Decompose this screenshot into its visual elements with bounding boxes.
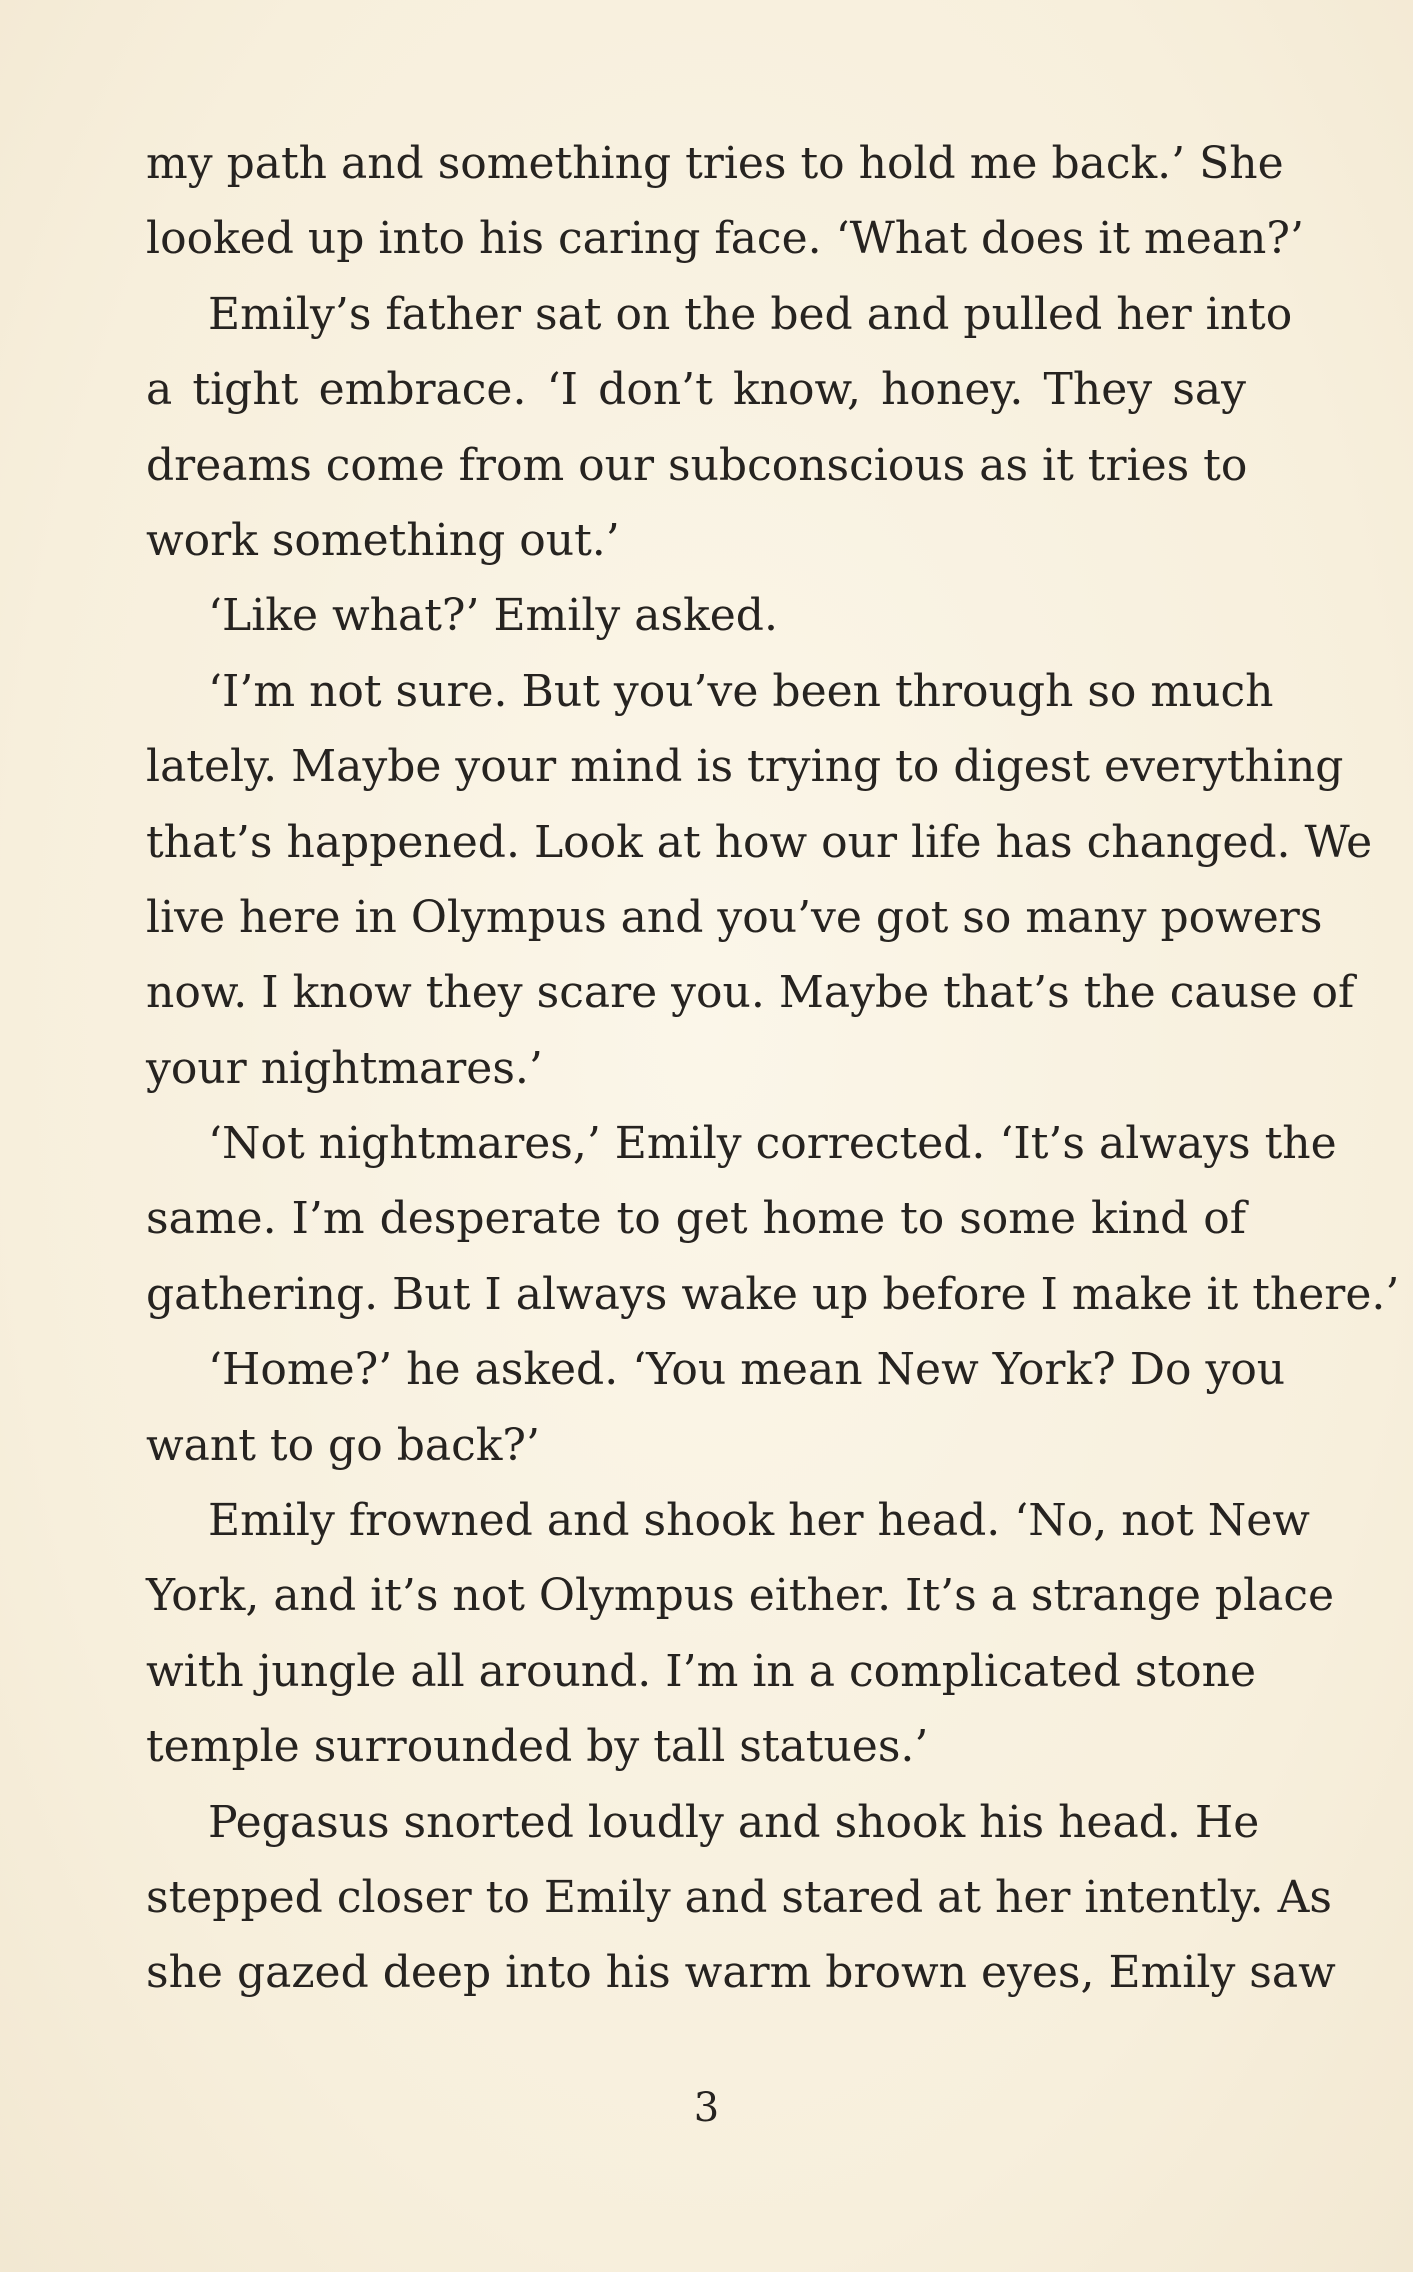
text-line: ‘I’m not sure. But you’ve been through so much	[208, 665, 1274, 717]
text-line: live here in Olympus and you’ve got so many powers	[146, 891, 1323, 943]
text-line: stepped closer to Emily and stared at her intently. As	[146, 1871, 1332, 1923]
body-text	[146, 126, 1400, 2011]
text-line: Emily frowned and shook her head. ‘No, not New	[208, 1495, 1310, 1547]
text-line: same. I’m desperate to get home to some kind of	[146, 1193, 1246, 1245]
text-line: Emily’s father sat on the bed and pulled her into	[208, 288, 1293, 340]
text-line: Pegasus snorted loudly and shook his head. He	[208, 1796, 1260, 1848]
text-line: ‘Not nightmares,’ Emily corrected. ‘It’s always the	[208, 1118, 1337, 1170]
text-line: dreams come from our subconscious as it tries to	[146, 439, 1248, 491]
text-line: work something out.’	[146, 514, 620, 566]
text-line: lately. Maybe your mind is trying to digest everything	[146, 741, 1344, 793]
text-line: want to go back?’	[146, 1419, 540, 1471]
text-line: my path and something tries to hold me back.’ She	[146, 138, 1284, 189]
text-line: a tight embrace. ‘I don’t know, honey. They say	[146, 364, 1246, 416]
text-line: that’s happened. Look at how our life has changed. We	[146, 816, 1373, 868]
text-line: looked up into his caring face. ‘What does it mean?’	[146, 213, 1304, 265]
text-line: she gazed deep into his warm brown eyes, Emily saw	[146, 1947, 1336, 1999]
text-line: your nightmares.’	[146, 1042, 543, 1094]
page-number: 3	[693, 2085, 720, 2131]
text-line: ‘Like what?’ Emily asked.	[208, 590, 778, 642]
text-line: ‘Home?’ he asked. ‘You mean New York? Do you	[208, 1344, 1286, 1396]
text-line: gathering. But I always wake up before I make it there.’	[146, 1268, 1400, 1320]
text-line: with jungle all around. I’m in a complicated stone	[146, 1645, 1256, 1697]
text-line: temple surrounded by tall statues.’	[146, 1721, 929, 1773]
text-line: now. I know they scare you. Maybe that’s the cause of	[146, 967, 1355, 1019]
text-line: York, and it’s not Olympus either. It’s a strange place	[146, 1570, 1335, 1622]
